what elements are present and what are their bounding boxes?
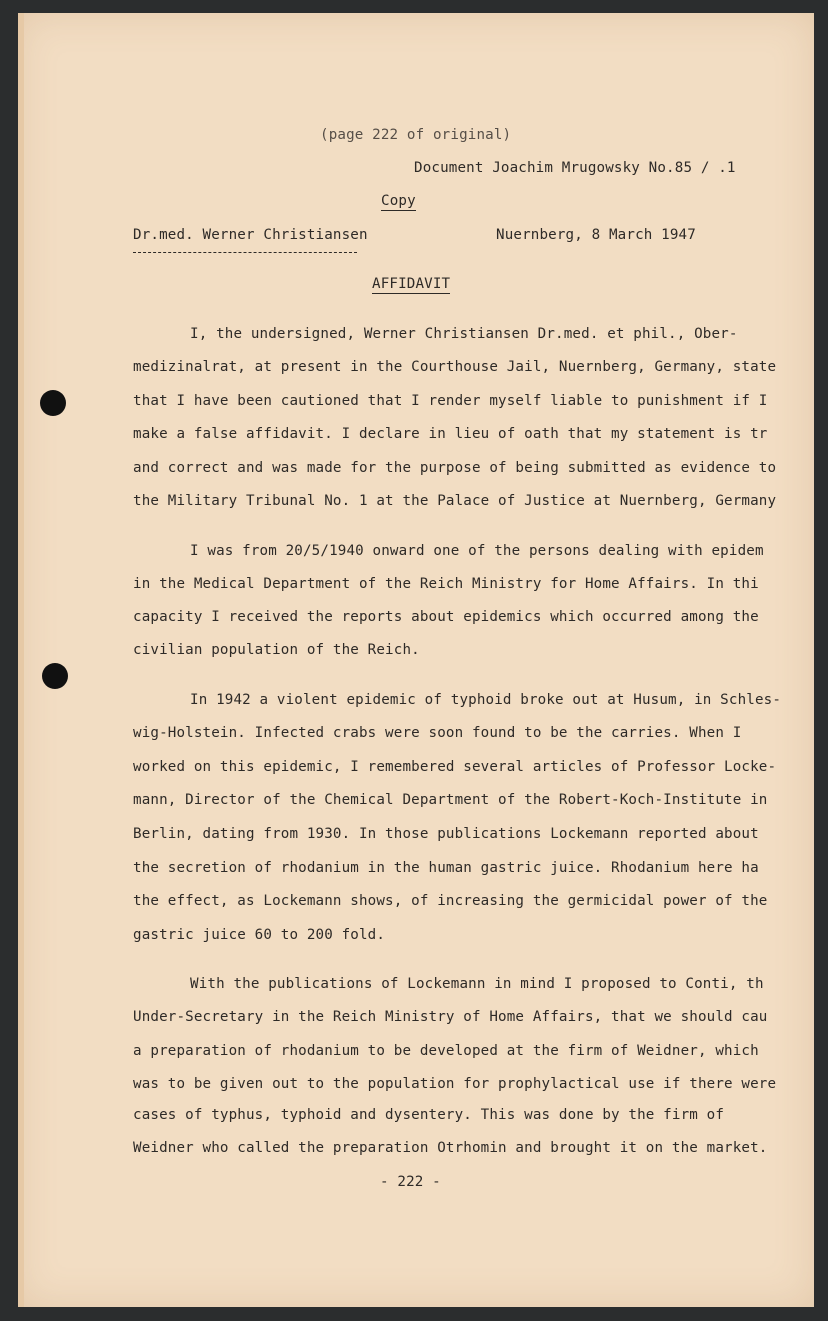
body-line: that I have been cautioned that I render myself liable to punishment if I — [133, 393, 768, 409]
body-line: make a false affidavit. I declare in lieu of oath that my statement is tr — [133, 426, 768, 442]
body-line: worked on this epidemic, I remembered several articles of Professor Locke- — [133, 759, 777, 775]
body-line: capacity I received the reports about epidemics which occurred among the — [133, 609, 759, 625]
body-line: I was from 20/5/1940 onward one of the persons dealing with epidem — [190, 543, 764, 559]
body-line: With the publications of Lockemann in mind I proposed to Conti, th — [190, 976, 764, 992]
body-line: medizinalrat, at present in the Courthouse Jail, Nuernberg, Germany, state — [133, 359, 777, 375]
body-line: gastric juice 60 to 200 fold. — [133, 927, 386, 943]
body-line: Berlin, dating from 1930. In those publications Lockemann reported about — [133, 826, 759, 842]
author-underline — [133, 252, 357, 253]
place-date: Nuernberg, 8 March 1947 — [496, 227, 696, 243]
punch-hole-bottom — [42, 663, 68, 689]
punch-hole-top — [40, 390, 66, 416]
body-line: I, the undersigned, Werner Christiansen Dr.med. et phil., Ober- — [190, 326, 738, 342]
body-line: mann, Director of the Chemical Department of the Robert-Koch-Institute in — [133, 792, 768, 808]
body-line: the secretion of rhodanium in the human gastric juice. Rhodanium here ha — [133, 860, 759, 876]
body-line: was to be given out to the population for prophylactical use if there were — [133, 1076, 777, 1092]
body-line: In 1942 a violent epidemic of typhoid broke out at Husum, in Schles- — [190, 692, 782, 708]
body-line: the Military Tribunal No. 1 at the Palace of Justice at Nuernberg, Germany — [133, 493, 777, 509]
body-line: in the Medical Department of the Reich Ministry for Home Affairs. In thi — [133, 576, 759, 592]
top-page-mark: (page 222 of original) — [320, 127, 512, 143]
document-reference: Document Joachim Mrugowsky No.85 / .1 — [414, 160, 736, 176]
paper-edge — [18, 13, 24, 1307]
body-line: Under-Secretary in the Reich Ministry of Home Affairs, that we should cau — [133, 1009, 768, 1025]
copy-label: Copy — [381, 193, 416, 209]
body-line: the effect, as Lockemann shows, of increasing the germicidal power of the — [133, 893, 768, 909]
body-line: civilian population of the Reich. — [133, 642, 420, 658]
page-title: AFFIDAVIT — [372, 276, 451, 292]
body-line: and correct and was made for the purpose of being submitted as evidence to — [133, 460, 777, 476]
page-number: - 222 - — [380, 1174, 441, 1190]
body-line: cases of typhus, typhoid and dysentery. This was done by the firm of — [133, 1107, 725, 1123]
body-line: wig-Holstein. Infected crabs were soon found to be the carries. When I — [133, 725, 742, 741]
body-line: Weidner who called the preparation Otrhomin and brought it on the market. — [133, 1140, 768, 1156]
body-line: a preparation of rhodanium to be developed at the firm of Weidner, which — [133, 1043, 759, 1059]
author-name: Dr.med. Werner Christiansen — [133, 227, 368, 243]
